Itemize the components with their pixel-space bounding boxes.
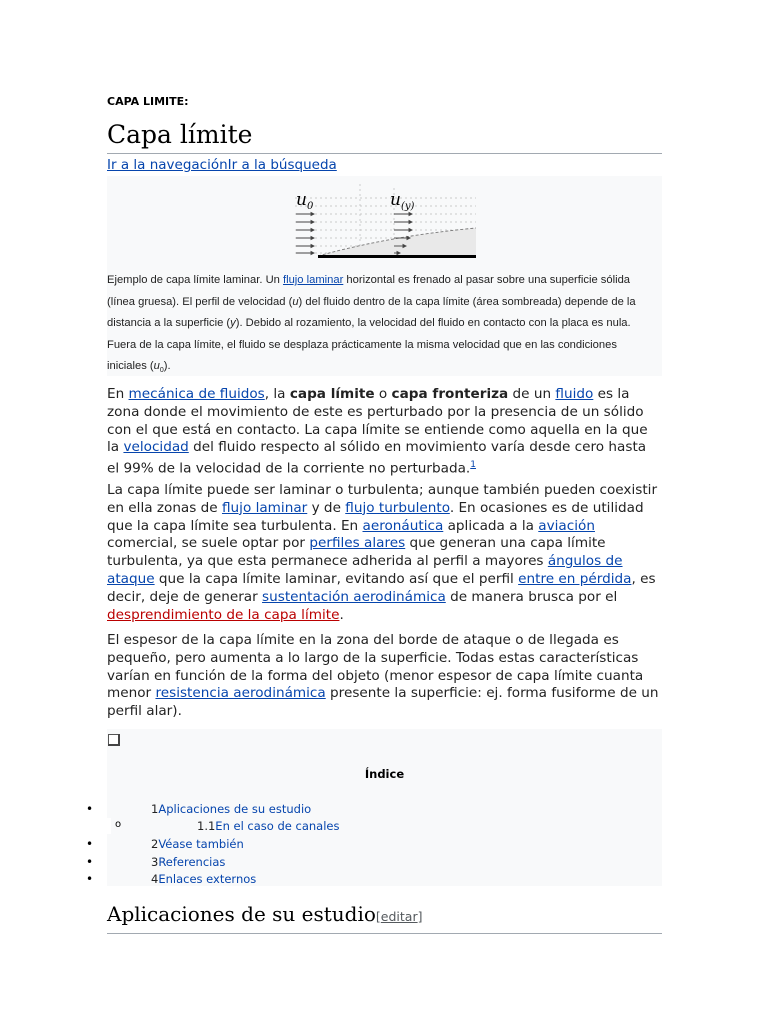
caption-text: Ejemplo de capa límite laminar. Un (107, 274, 283, 286)
text: , la (264, 386, 290, 402)
paragraph-intro (107, 386, 662, 479)
text: aplicada a la (443, 517, 539, 534)
edit-bracket-open: [ (375, 909, 381, 924)
label-uy: u (390, 190, 401, 210)
bold-term: capa fronteriza (391, 386, 509, 402)
link-perfiles-alares[interactable]: perfiles alares (309, 535, 406, 552)
link-mecanica-de-fluidos[interactable]: mecánica de fluidos (128, 386, 265, 402)
caption-text: ). (163, 360, 171, 372)
toc-item-3[interactable] (151, 854, 225, 871)
page-title: Capa límite (107, 119, 662, 154)
link-angulos-de-ataque[interactable]: ángulos de ataque (107, 553, 623, 587)
toc-subitem-gutter (84, 818, 111, 834)
toc-number: 1 (151, 802, 159, 816)
toc-number: 2 (151, 837, 159, 851)
toc-item-4[interactable] (151, 871, 256, 888)
bullet-icon: • (86, 802, 94, 816)
boundary-layer-diagram (290, 184, 480, 260)
text: es la zona donde el movimiento de este es perturbado por la presencia de un sólido con el que está en contacto. La capa límite se entiende como aquella en la que la (107, 386, 648, 456)
caption-text: ). Debido al rozamiento, la velocidad del fluido en contacto con la placa es nula. Fuera de la capa límite, el fluido se desplaza prácticamente la misma velocidad que en las condiciones iniciales ( (107, 317, 631, 372)
text: de manera brusca por el (445, 588, 618, 605)
section-heading (107, 901, 662, 934)
bold-term: capa límite (289, 386, 375, 402)
bullet-icon: • (86, 855, 94, 869)
uniform-velocity-arrows (296, 213, 314, 255)
link-aeronautica[interactable]: aeronáutica (362, 517, 444, 534)
text: de un (508, 386, 556, 402)
toc-number: 3 (151, 855, 159, 869)
edit-link[interactable]: editar (380, 909, 418, 924)
paragraph-laminar-turbulent (107, 482, 662, 624)
link-flujo-laminar-caption[interactable]: flujo laminar (282, 274, 344, 286)
label-uy-sub: (y) (400, 201, 415, 212)
link-aviacion[interactable]: aviación (538, 517, 595, 534)
caption-var-u: u (292, 295, 299, 308)
toc-item-1[interactable] (151, 801, 311, 818)
document-heading: CAPA LIMITE: (107, 95, 189, 108)
text: del fluido respecto al sólido en movimiento varía desde cero hasta el 99% de la velocidad de la corriente no perturbada. (107, 439, 647, 477)
text: . En ocasiones es de utilidad que la capa límite sea turbulenta. En (107, 499, 644, 534)
toc-item-2[interactable] (151, 836, 244, 853)
link-resistencia-aerodinamica[interactable]: resistencia aerodinámica (155, 685, 326, 702)
svg-text:u(y) (390, 190, 415, 212)
text: comercial, se suele optar por (107, 535, 310, 552)
reference-1[interactable]: 1 (470, 460, 476, 471)
label-u0-sub: 0 (306, 201, 314, 212)
navigation-links[interactable]: Ir a la navegaciónIr a la búsqueda (107, 157, 337, 173)
text: En (107, 386, 129, 402)
figure-caption (107, 270, 657, 382)
text: que generan una capa límite turbulenta, ya que esta permanece adherida al perfil a mayores (107, 535, 606, 570)
text: que la capa límite laminar, evitando así que el perfil (154, 570, 519, 587)
toc-link[interactable]: Véase también (158, 837, 244, 851)
caption-var-u0: u (153, 360, 160, 372)
caption-var-y: y (230, 317, 236, 329)
link-velocidad[interactable]: velocidad (123, 439, 189, 456)
text: . (339, 606, 344, 623)
toc-link[interactable]: En el caso de canales (215, 819, 340, 833)
text: y de (307, 499, 346, 516)
bullet-icon: • (86, 872, 94, 886)
link-flujo-turbulento[interactable]: flujo turbulento (345, 499, 450, 516)
caption-text: ) del fluido dentro de la capa límite (área sombreada) depende de la distancia a la superficie ( (107, 295, 636, 329)
section-title: Aplicaciones de su estudio (107, 902, 376, 926)
toc-item-1-1[interactable] (197, 818, 339, 835)
toc-link[interactable]: Aplicaciones de su estudio (158, 802, 312, 816)
toc-title: Índice (364, 767, 405, 781)
paragraph-thickness (107, 632, 662, 721)
text: , es decir, deje de generar (107, 570, 656, 605)
link-fluido[interactable]: fluido (555, 386, 594, 402)
bullet-icon: • (86, 837, 94, 851)
toc-number: 1.1 (197, 819, 216, 833)
toc-link[interactable]: Enlaces externos (158, 872, 257, 886)
toc-number: 4 (151, 872, 159, 886)
circle-bullet-icon: o (115, 819, 122, 830)
toc-toggle-checkbox[interactable] (108, 734, 120, 746)
toc-link[interactable]: Referencias (158, 855, 226, 869)
text: La capa límite puede ser laminar o turbulenta; aunque también pueden coexistir en ella zonas de (107, 482, 658, 516)
link-desprendimiento-capa-limite[interactable]: desprendimiento de la capa límite (107, 606, 340, 623)
caption-text: horizontal es frenado al pasar sobre una superficie sólida (línea gruesa). El perfil de velocidad ( (107, 274, 631, 308)
text: presente la superficie: ej. forma fusiforme de un perfil alar). (107, 685, 659, 720)
text: o (374, 386, 392, 402)
caption-var-u0-sub: 0 (159, 367, 164, 375)
link-flujo-laminar[interactable]: flujo laminar (221, 499, 308, 516)
link-sustentacion-aerodinamica[interactable]: sustentación aerodinámica (262, 588, 446, 605)
svg-text:u0 (296, 190, 314, 212)
text: El espesor de la capa límite en la zona del borde de ataque o de llegada es pequeño, pero aumenta a lo largo de la superficie. Todas estas características varían en función de la forma del objeto (menor espesor de capa límite cuanta menor (107, 632, 644, 702)
label-u0: u (296, 190, 307, 210)
edit-bracket-close: ] (417, 909, 423, 924)
link-entre-en-perdida[interactable]: entre en pérdida (518, 570, 632, 587)
